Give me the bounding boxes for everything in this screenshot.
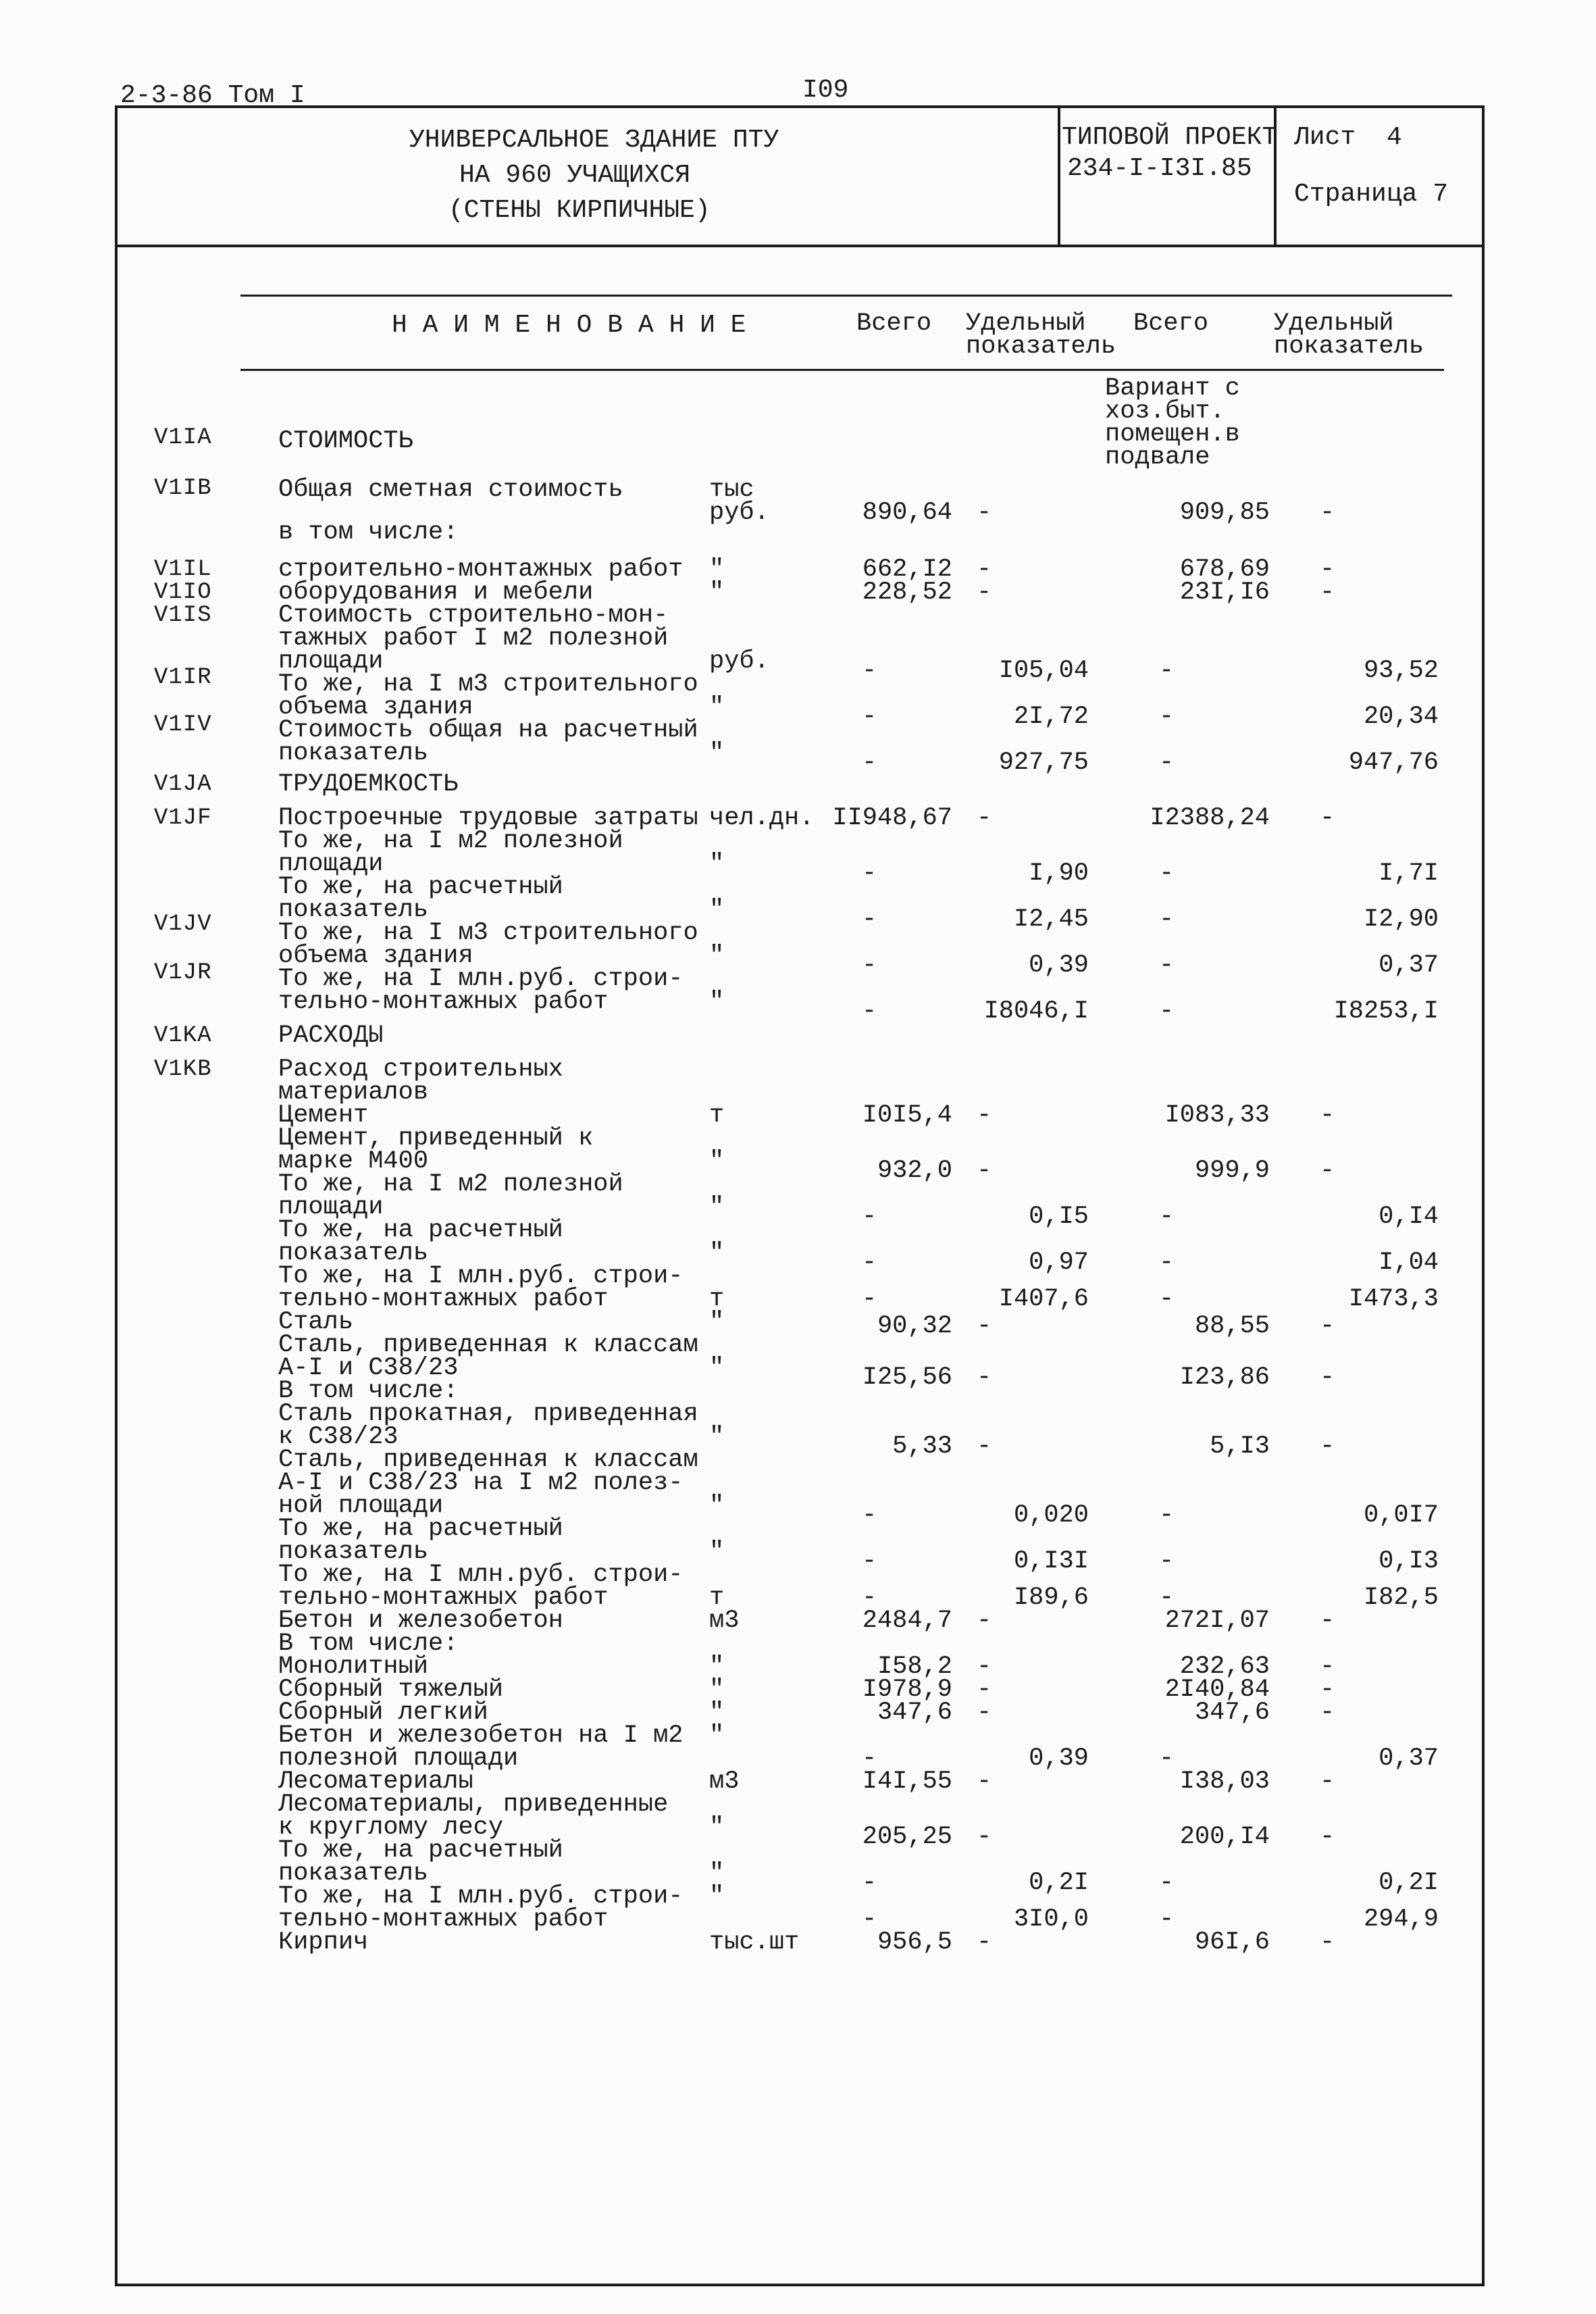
- total-value-1: 90,32: [877, 1312, 952, 1340]
- total-value-1: 662,I2: [862, 555, 952, 584]
- total-value-2: -: [1159, 1584, 1175, 1612]
- unit: руб.: [709, 499, 769, 527]
- total-value-2: 272I,07: [1164, 1607, 1270, 1635]
- header-spec-1-line2: показатель: [966, 332, 1116, 361]
- total-value-1: 956,5: [877, 1928, 952, 1957]
- item-name: Сталь, приведенная к классам: [278, 1446, 698, 1474]
- spec-value-2: -: [1320, 1101, 1335, 1130]
- total-value-2: 999,9: [1194, 1157, 1270, 1185]
- spec-value-1: -: [977, 1928, 992, 1957]
- item-name: к С38/23: [278, 1423, 398, 1451]
- row-code: V1IS: [154, 603, 212, 628]
- total-value-2: 232,63: [1179, 1653, 1270, 1681]
- unit: ": [709, 1653, 725, 1681]
- unit: тыс.шт: [709, 1928, 800, 1957]
- table-header-top-line: [240, 295, 1452, 297]
- spec-value-2: I,04: [1379, 1249, 1439, 1277]
- spec-value-1: 0,97: [1029, 1249, 1089, 1277]
- total-value-2: -: [1159, 1905, 1175, 1934]
- spec-value-2: 0,2I: [1379, 1869, 1439, 1897]
- spec-value-1: 0,I3I: [1013, 1547, 1089, 1576]
- item-name: То же, на I млн.руб. строи-: [278, 1561, 684, 1589]
- total-value-1: -: [862, 859, 877, 888]
- total-value-2: I083,33: [1164, 1101, 1270, 1130]
- unit: ": [709, 1308, 725, 1336]
- item-name: площади: [278, 647, 384, 676]
- item-name: тельно-монтажных работ: [278, 1285, 609, 1313]
- item-name: То же, на расчетный: [278, 1836, 563, 1865]
- item-name: Общая сметная стоимость: [278, 476, 623, 504]
- total-value-2: -: [1159, 1547, 1175, 1576]
- spec-value-1: -: [977, 499, 992, 527]
- total-value-2: I2388,24: [1150, 804, 1270, 832]
- item-name: тельно-монтажных работ: [278, 1584, 609, 1612]
- item-name: показатель: [278, 739, 429, 768]
- title-line-3: (СТЕНЫ КИРПИЧНЫЕ): [448, 196, 711, 225]
- spec-value-2: 0,I3: [1379, 1547, 1439, 1576]
- total-value-2: 909,85: [1179, 499, 1270, 527]
- item-name: То же, на расчетный: [278, 873, 563, 901]
- spec-value-2: -: [1320, 499, 1335, 527]
- spec-value-1: I,90: [1029, 859, 1089, 888]
- item-name: Монолитный: [278, 1653, 429, 1681]
- item-name: То же, на расчетный: [278, 1216, 563, 1244]
- spec-value-1: I89,6: [1013, 1584, 1089, 1612]
- spec-value-2: 294,9: [1363, 1905, 1439, 1934]
- total-value-1: -: [862, 657, 877, 685]
- spec-value-2: 20,34: [1363, 703, 1439, 731]
- total-value-2: -: [1159, 859, 1175, 888]
- row-code: V1IL: [154, 557, 212, 582]
- header-spec-2-line1: Удельный: [1274, 309, 1394, 338]
- item-name: В том числе:: [278, 1630, 459, 1658]
- project-label: ТИПОВОЙ ПРОЕКТ: [1062, 123, 1278, 152]
- item-name: То же, на I млн.руб. строи-: [278, 1262, 684, 1290]
- spec-value-1: I2,45: [1013, 905, 1089, 934]
- unit: ": [709, 1676, 725, 1704]
- total-value-1: 228,52: [862, 578, 952, 607]
- item-name: площади: [278, 850, 384, 878]
- unit: ": [709, 739, 725, 768]
- row-code: V1IA: [154, 425, 212, 451]
- item-name: То же, на I м2 полезной: [278, 827, 623, 855]
- item-name: показатель: [278, 1859, 429, 1888]
- item-name: Построечные трудовые затраты: [278, 804, 698, 832]
- total-value-1: -: [862, 703, 877, 731]
- total-value-2: -: [1159, 1249, 1175, 1277]
- row-code: V1JA: [154, 772, 212, 797]
- sheet-number: Лист 4: [1294, 123, 1402, 152]
- total-value-2: -: [1159, 1285, 1175, 1313]
- spec-value-2: -: [1320, 1653, 1335, 1681]
- total-value-1: 5,33: [892, 1432, 952, 1461]
- spec-value-2: 947,76: [1348, 749, 1439, 777]
- total-value-2: I38,03: [1179, 1767, 1270, 1796]
- total-value-2: -: [1159, 657, 1175, 685]
- total-value-1: -: [862, 1501, 877, 1530]
- spec-value-2: I8253,I: [1333, 997, 1439, 1026]
- spec-value-2: -: [1320, 1432, 1335, 1461]
- item-name: показатель: [278, 896, 429, 924]
- spec-value-2: -: [1320, 1607, 1335, 1635]
- total-value-2: -: [1159, 997, 1175, 1026]
- spec-value-2: I,7I: [1379, 859, 1439, 888]
- volume-label: 2-3-86 Том I: [120, 81, 305, 110]
- total-value-1: -: [862, 1584, 877, 1612]
- item-name: А-I и С38/23: [278, 1354, 459, 1382]
- total-value-2: 96I,6: [1194, 1928, 1270, 1957]
- unit: руб.: [709, 647, 769, 676]
- item-name: Сборный тяжелый: [278, 1676, 504, 1704]
- title-block-bottom-line: [115, 245, 1482, 247]
- spec-value-1: 2I,72: [1013, 703, 1089, 731]
- item-name: Сталь, приведенная к классам: [278, 1331, 698, 1359]
- unit: ": [709, 1859, 725, 1888]
- spec-value-1: -: [977, 804, 992, 832]
- total-value-2: 5,I3: [1210, 1432, 1270, 1461]
- unit: ": [709, 942, 725, 970]
- unit: ": [709, 1354, 725, 1382]
- item-name: материалов: [278, 1078, 429, 1107]
- page-number: I09: [802, 76, 849, 105]
- unit: ": [709, 1423, 725, 1451]
- total-value-1: I0I5,4: [862, 1101, 952, 1130]
- spec-value-2: -: [1320, 1312, 1335, 1340]
- total-value-1: 890,64: [862, 499, 952, 527]
- title-block-divider-1: [1058, 105, 1060, 246]
- spec-value-1: I407,6: [998, 1285, 1089, 1313]
- total-value-2: 347,6: [1194, 1699, 1270, 1727]
- spec-value-2: -: [1320, 1767, 1335, 1796]
- row-code: V1IV: [154, 712, 212, 738]
- unit: т: [709, 1101, 725, 1130]
- row-code: V1JR: [154, 960, 212, 986]
- item-name: тельно-монтажных работ: [278, 1905, 609, 1934]
- spec-value-2: 93,52: [1363, 657, 1439, 685]
- unit: ": [709, 1813, 725, 1842]
- spec-value-2: I82,5: [1363, 1584, 1439, 1612]
- header-spec-1-line1: Удельный: [966, 309, 1086, 338]
- spec-value-2: -: [1320, 1823, 1335, 1851]
- item-name: То же, на I м2 полезной: [278, 1170, 623, 1199]
- total-value-1: -: [862, 1285, 877, 1313]
- unit: ": [709, 1492, 725, 1520]
- total-value-1: -: [862, 1203, 877, 1231]
- unit: ": [709, 1538, 725, 1566]
- total-value-1: 932,0: [877, 1157, 952, 1185]
- item-name: То же, на I млн.руб. строи-: [278, 1882, 684, 1911]
- spec-value-2: 0,37: [1379, 1744, 1439, 1773]
- total-value-1: I978,9: [862, 1676, 952, 1704]
- unit: ": [709, 1699, 725, 1727]
- header-spec-2-line2: показатель: [1274, 332, 1424, 361]
- spec-value-1: -: [977, 1312, 992, 1340]
- item-name: То же, на I млн.руб. строи-: [278, 965, 684, 993]
- unit: ": [709, 1193, 725, 1222]
- total-value-2: 200,I4: [1179, 1823, 1270, 1851]
- spec-value-1: -: [977, 1699, 992, 1727]
- spec-value-2: -: [1320, 555, 1335, 584]
- item-name: То же, на расчетный: [278, 1515, 563, 1543]
- item-name: СТОИМОСТЬ: [278, 427, 413, 455]
- spec-value-2: -: [1320, 1699, 1335, 1727]
- total-value-1: -: [862, 1744, 877, 1773]
- total-value-2: 88,55: [1194, 1312, 1270, 1340]
- item-name: Цемент: [278, 1101, 369, 1130]
- item-name: ТРУДОЕМКОСТЬ: [278, 770, 459, 799]
- variant-note-line2: хоз.быт.: [1105, 397, 1225, 426]
- total-value-1: I25,56: [862, 1363, 952, 1392]
- item-name: Сталь: [278, 1308, 354, 1336]
- header-total-2: Всего: [1133, 309, 1209, 338]
- item-name: в том числе:: [278, 518, 459, 547]
- header-total-1: Всего: [856, 309, 932, 338]
- item-name: полезной площади: [278, 1744, 519, 1773]
- spec-value-1: I05,04: [998, 657, 1089, 685]
- spec-value-1: -: [977, 1823, 992, 1851]
- spec-value-1: -: [977, 578, 992, 607]
- spec-value-1: 3I0,0: [1013, 1905, 1089, 1934]
- spec-value-1: 0,020: [1013, 1501, 1089, 1530]
- total-value-1: 205,25: [862, 1823, 952, 1851]
- total-value-1: I58,2: [877, 1653, 952, 1681]
- total-value-1: -: [862, 951, 877, 980]
- item-name: То же, на I м3 строительного: [278, 670, 698, 699]
- item-name: То же, на I м3 строительного: [278, 919, 698, 947]
- row-code: V1JV: [154, 911, 212, 937]
- total-value-1: II948,67: [832, 804, 952, 832]
- item-name: строительно-монтажных работ: [278, 555, 684, 584]
- item-name: к круглому лесу: [278, 1813, 504, 1842]
- total-value-2: -: [1159, 1744, 1175, 1773]
- total-value-1: -: [862, 1869, 877, 1897]
- item-name: Цемент, приведенный к: [278, 1124, 594, 1153]
- item-name: Сталь прокатная, приведенная: [278, 1400, 698, 1428]
- total-value-2: -: [1159, 951, 1175, 980]
- total-value-1: I4I,55: [862, 1767, 952, 1796]
- spec-value-1: -: [977, 1101, 992, 1130]
- unit: ": [709, 693, 725, 722]
- spec-value-2: -: [1320, 804, 1335, 832]
- item-name: Бетон и железобетон: [278, 1607, 563, 1635]
- row-code: V1KA: [154, 1023, 212, 1049]
- unit: ": [709, 1882, 725, 1911]
- spec-value-1: 927,75: [998, 749, 1089, 777]
- total-value-2: 678,69: [1179, 555, 1270, 584]
- row-code: V1IB: [154, 476, 212, 501]
- unit: ": [709, 1239, 725, 1267]
- unit: ": [709, 555, 725, 584]
- unit: т: [709, 1285, 725, 1313]
- unit: ": [709, 896, 725, 924]
- spec-value-1: -: [977, 555, 992, 584]
- total-value-1: -: [862, 1547, 877, 1576]
- item-name: Стоимость общая на расчетный: [278, 716, 698, 745]
- title-line-2: НА 960 УЧАЩИХСЯ: [459, 161, 691, 190]
- spec-value-2: -: [1320, 578, 1335, 607]
- row-code: V1IR: [154, 665, 212, 690]
- total-value-2: -: [1159, 749, 1175, 777]
- item-name: Лесоматериалы, приведенные: [278, 1790, 669, 1819]
- item-name: В том числе:: [278, 1377, 459, 1405]
- spec-value-1: 0,39: [1029, 951, 1089, 980]
- item-name: Лесоматериалы: [278, 1767, 473, 1796]
- total-value-2: I23,86: [1179, 1363, 1270, 1392]
- total-value-1: 347,6: [877, 1699, 952, 1727]
- page-label: Страница 7: [1294, 180, 1449, 209]
- total-value-2: -: [1159, 703, 1175, 731]
- total-value-1: -: [862, 749, 877, 777]
- total-value-2: 23I,I6: [1179, 578, 1270, 607]
- unit: ": [709, 1721, 725, 1750]
- item-name: А-I и С38/23 на I м2 полез-: [278, 1469, 684, 1497]
- title-line-1: УНИВЕРСАЛЬНОЕ ЗДАНИЕ ПТУ: [409, 126, 779, 155]
- spec-value-1: I8046,I: [983, 997, 1089, 1026]
- item-name: площади: [278, 1193, 384, 1222]
- item-name: Кирпич: [278, 1928, 369, 1957]
- item-name: тельно-монтажных работ: [278, 988, 609, 1016]
- item-name: показатель: [278, 1239, 429, 1267]
- spec-value-2: I2,90: [1363, 905, 1439, 934]
- spec-value-2: I473,3: [1348, 1285, 1439, 1313]
- total-value-2: -: [1159, 1501, 1175, 1530]
- spec-value-2: -: [1320, 1363, 1335, 1392]
- project-number: 234-I-I3I.85: [1067, 154, 1252, 183]
- unit: ": [709, 1147, 725, 1176]
- total-value-1: -: [862, 1905, 877, 1934]
- row-code: V1JF: [154, 805, 212, 831]
- unit: тыс: [709, 476, 754, 504]
- table-header-bottom-line: [240, 369, 1444, 371]
- unit: чел.дн.: [709, 804, 815, 832]
- spec-value-2: -: [1320, 1928, 1335, 1957]
- spec-value-2: 0,0I7: [1363, 1501, 1439, 1530]
- total-value-2: -: [1159, 905, 1175, 934]
- unit: ": [709, 578, 725, 607]
- variant-note-line3: помещен.в: [1105, 420, 1240, 449]
- total-value-2: -: [1159, 1869, 1175, 1897]
- spec-value-1: -: [977, 1653, 992, 1681]
- item-name: объема здания: [278, 942, 473, 970]
- spec-value-1: 0,39: [1029, 1744, 1089, 1773]
- total-value-1: -: [862, 997, 877, 1026]
- spec-value-1: 0,2I: [1029, 1869, 1089, 1897]
- spec-value-2: 0,37: [1379, 951, 1439, 980]
- total-value-1: 2484,7: [862, 1607, 952, 1635]
- row-code: V1IO: [154, 580, 212, 605]
- item-name: объема здания: [278, 693, 473, 722]
- item-name: оборудования и мебели: [278, 578, 594, 607]
- spec-value-1: -: [977, 1767, 992, 1796]
- unit: ": [709, 988, 725, 1016]
- spec-value-1: -: [977, 1607, 992, 1635]
- variant-note-line1: Вариант с: [1105, 374, 1240, 403]
- unit: т: [709, 1584, 725, 1612]
- unit: ": [709, 850, 725, 878]
- item-name: Сборный легкий: [278, 1699, 488, 1727]
- variant-note-line4: подвале: [1105, 443, 1210, 472]
- spec-value-1: -: [977, 1157, 992, 1185]
- spec-value-1: -: [977, 1676, 992, 1704]
- total-value-2: -: [1159, 1203, 1175, 1231]
- spec-value-2: -: [1320, 1676, 1335, 1704]
- item-name: Бетон и железобетон на I м2: [278, 1721, 684, 1750]
- spec-value-2: 0,I4: [1379, 1203, 1439, 1231]
- spec-value-1: -: [977, 1363, 992, 1392]
- total-value-2: 2I40,84: [1164, 1676, 1270, 1704]
- unit: м3: [709, 1607, 740, 1635]
- header-name: Н А И М Е Н О В А Н И Е: [392, 311, 746, 340]
- unit: м3: [709, 1767, 740, 1796]
- item-name: тажных работ I м2 полезной: [278, 624, 669, 653]
- item-name: ной площади: [278, 1492, 444, 1520]
- item-name: показатель: [278, 1538, 429, 1566]
- item-name: Расход строительных: [278, 1055, 563, 1084]
- total-value-1: -: [862, 905, 877, 934]
- item-name: РАСХОДЫ: [278, 1022, 384, 1050]
- spec-value-1: 0,I5: [1029, 1203, 1089, 1231]
- item-name: Стоимость строительно-мон-: [278, 601, 669, 630]
- row-code: V1KB: [154, 1057, 212, 1082]
- spec-value-2: -: [1320, 1157, 1335, 1185]
- item-name: марке М400: [278, 1147, 429, 1176]
- total-value-1: -: [862, 1249, 877, 1277]
- spec-value-1: -: [977, 1432, 992, 1461]
